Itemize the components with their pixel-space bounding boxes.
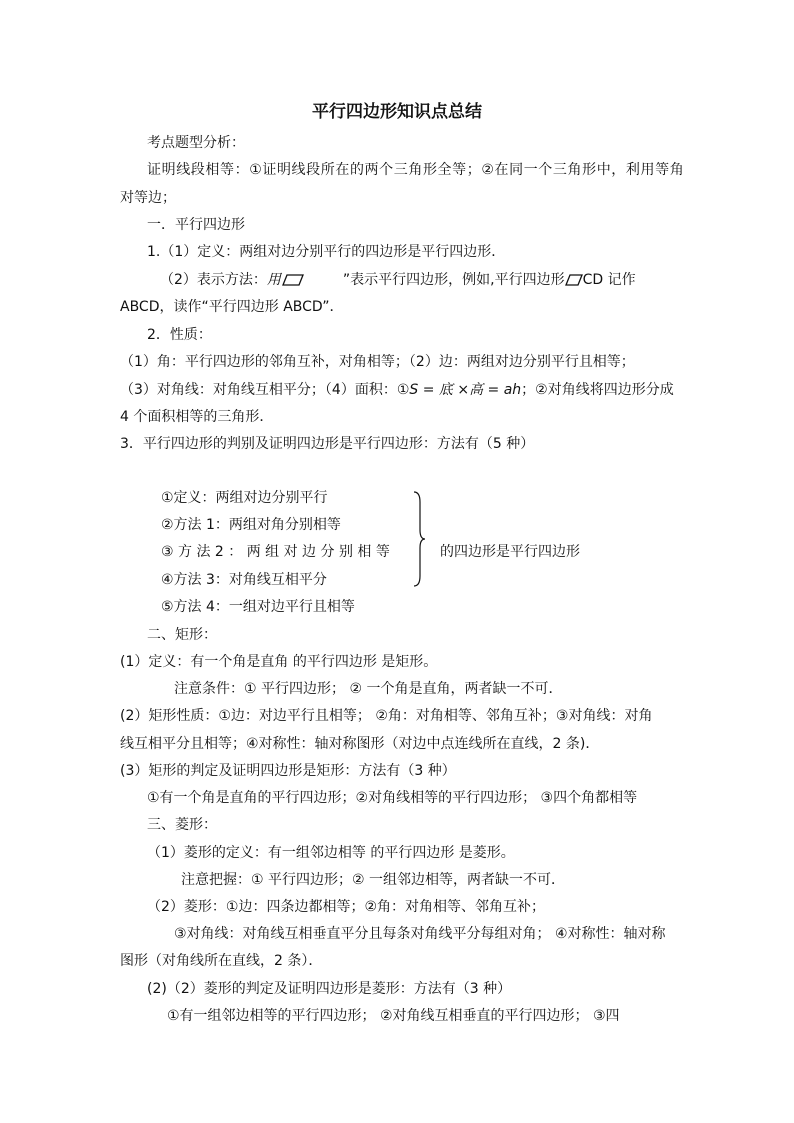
intro-heading: 考点题型分析： xyxy=(147,135,245,151)
rectangle-definition: (1）定义：有一个角是直角 的平行四边形 是矩形。 xyxy=(120,654,438,670)
properties-line-3: 4 个面积相等的三角形． xyxy=(120,409,274,425)
methods-conclusion: 的四边形是平行四边形 xyxy=(440,544,580,560)
method-item: ⑤方法 4：一组对边平行且相等 xyxy=(161,599,355,615)
properties-line-2 xyxy=(120,380,674,400)
judgement-heading: 3．平行四边形的判别及证明四边形是平行四边形：方法有（5 种） xyxy=(120,436,535,452)
properties-line-2a: （3）对角线：对角线互相平分；（4）面积：① xyxy=(120,382,410,398)
section-1-representation-line-2: ABCD，读作“平行四边形 ABCD”． xyxy=(120,299,344,315)
section-2-heading: 二、矩形： xyxy=(147,627,217,643)
intro-line-2: 对等边； xyxy=(120,190,176,206)
section-1-definition: 1.（1）定义：两组对边分别平行的四边形是平行四边形． xyxy=(147,244,506,260)
rectangle-judgement: (3）矩形的判定及证明四边形是矩形：方法有（3 种） xyxy=(120,763,456,779)
rectangle-properties-line-1: (2）矩形性质：①边：对边平行且相等； ②角：对角相等、邻角互补；③对角线：对角 xyxy=(120,708,653,724)
rhombus-judgement-items: ①有一组邻边相等的平行四边形； ②对角线互相垂直的平行四边形； ③四 xyxy=(167,1008,620,1024)
method-item: ④方法 3：对角线互相平分 xyxy=(161,572,327,588)
parallelogram-icon xyxy=(281,273,305,287)
properties-line-1: （1）角：平行四边形的邻角互补，对角相等；（2）边：两组对边分别平行且相等； xyxy=(120,354,635,370)
intro-line-1: 证明线段相等：①证明线段所在的两个三角形全等；②在同一个三角形中，利用等角 xyxy=(147,162,685,178)
section-1-representation xyxy=(160,270,636,290)
rectangle-judgement-items: ①有一个角是直角的平行四边形；②对角线相等的平行四边形； ③四个角都相等 xyxy=(147,790,638,806)
parallelogram-icon xyxy=(565,273,583,287)
rhombus-definition: （1）菱形的定义：有一组邻边相等 的平行四边形 是菱形。 xyxy=(147,845,515,861)
rhombus-note: 注意把握：① 平行四边形；② 一组邻边相等，两者缺一不可． xyxy=(181,872,566,888)
area-formula: S = 底 ×高 = ah xyxy=(409,382,522,398)
properties-heading: 2．性质： xyxy=(147,327,212,343)
repr-symbol-text: 用 xyxy=(266,272,281,288)
rhombus-judgement: (2)（2）菱形的判定及证明四边形是菱形：方法有（3 种） xyxy=(147,981,512,997)
method-item: ①定义：两组对边分别平行 xyxy=(161,490,328,506)
repr-text-c: CD 记作 xyxy=(582,272,636,288)
method-item: ②方法 1：两组对角分别相等 xyxy=(161,517,341,533)
repr-text-a: （2）表示方法： xyxy=(160,272,267,288)
rectangle-properties-line-2: 线互相平分且相等；④对称性：轴对称图形（对边中点连线所在直线，2 条)． xyxy=(120,736,600,752)
section-1-heading: 一．平行四边形 xyxy=(147,217,245,233)
rhombus-properties-line-2: ③对角线：对角线互相垂直平分且每条对角线平分每组对角； ④对称性：轴对称 xyxy=(174,926,666,942)
properties-line-2b: ；②对角线将四边形分成 xyxy=(521,382,674,398)
page-title: 平行四边形知识点总结 xyxy=(312,102,482,122)
method-item: ③ 方 法 2 ： 两 组 对 边 分 别 相 等 xyxy=(161,544,390,560)
right-brace xyxy=(412,490,426,588)
section-3-heading: 三、菱形： xyxy=(147,817,217,833)
rectangle-note: 注意条件：① 平行四边形； ② 一个角是直角，两者缺一不可． xyxy=(174,681,563,697)
repr-text-b: ”表示平行四边形，例如,平行四边形 xyxy=(342,272,565,288)
rhombus-properties-line-1: （2）菱形：①边：四条边都相等；②角：对角相等、邻角互补； xyxy=(147,899,546,915)
rhombus-properties-line-3: 图形（对角线所在直线，2 条）． xyxy=(120,953,323,969)
